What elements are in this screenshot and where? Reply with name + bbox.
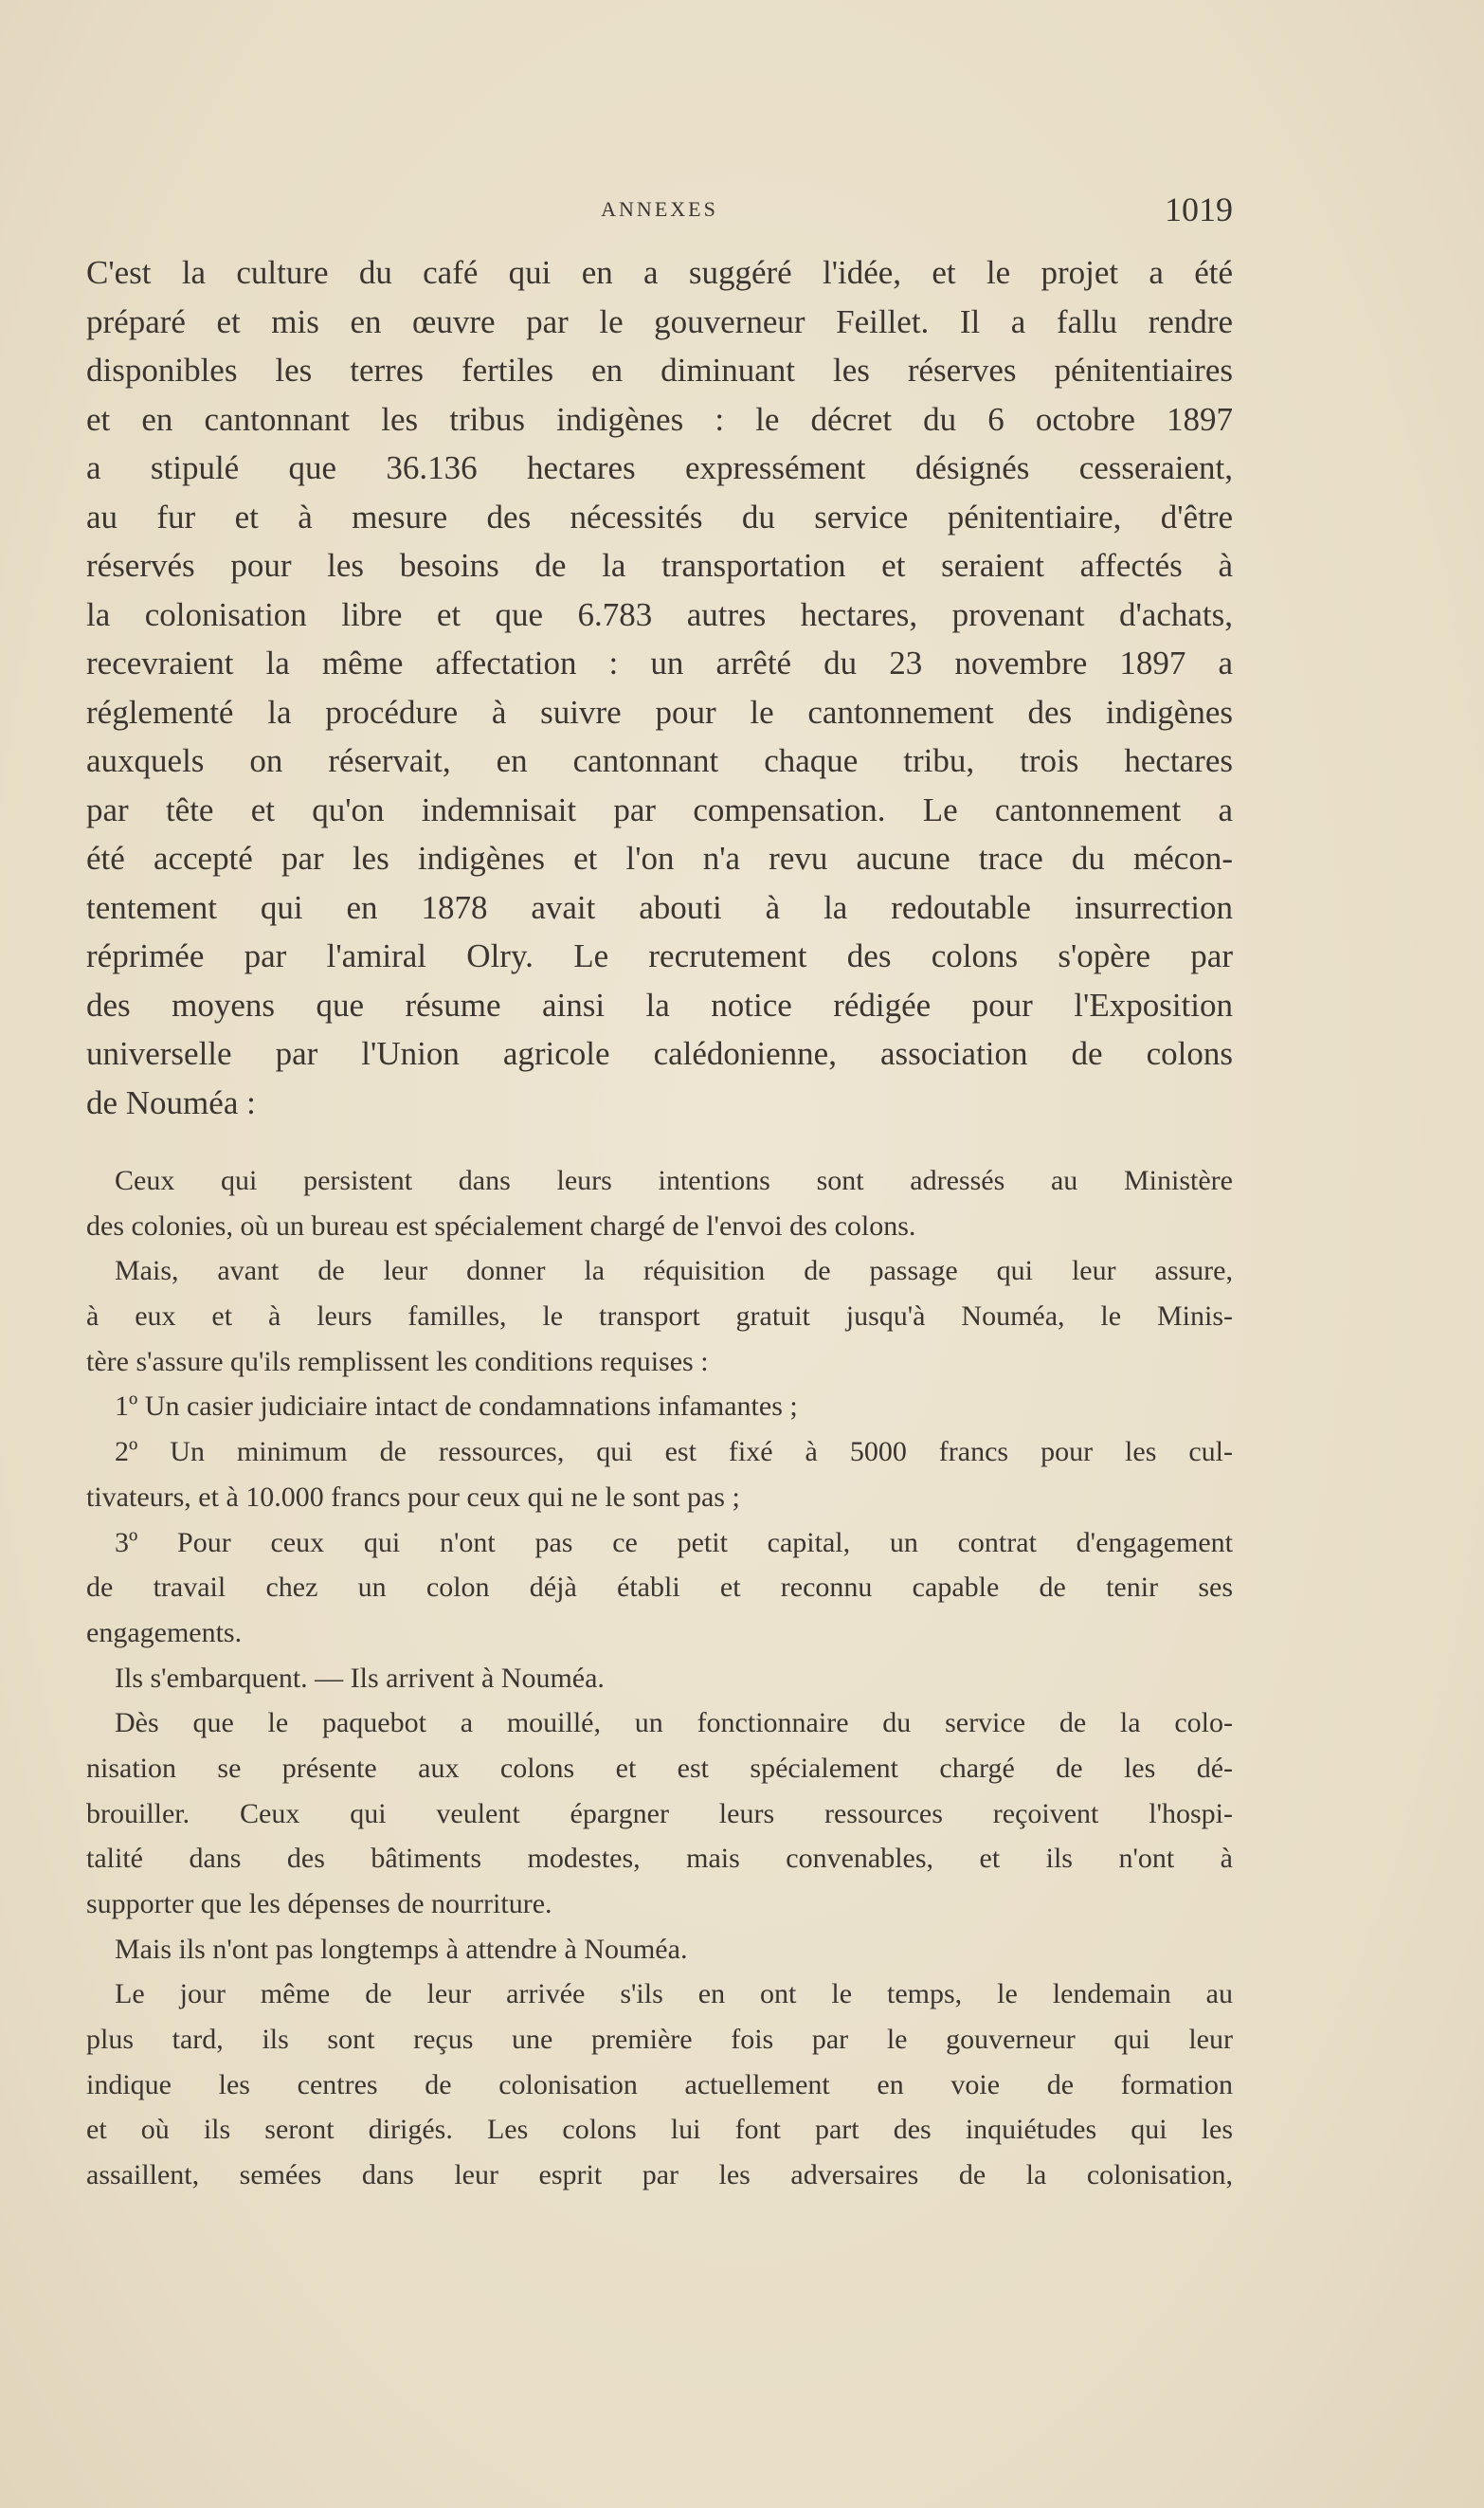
- text-line: tivateurs, et à 10.000 francs pour ceux qui ne le sont pas ;: [86, 1481, 740, 1513]
- text-line: brouiller. Ceux qui veulent épargner leurs ressources reçoivent l'hospi-: [86, 1797, 1233, 1829]
- text-line: et en cantonnant les tribus indigènes : le décret du 6 octobre 1897: [86, 400, 1233, 438]
- text-line: au fur et à mesure des nécessités du service pénitentiaire, d'être: [86, 498, 1233, 536]
- text-line: nisation se présente aux colons et est spécialement chargé de les dé-: [86, 1752, 1233, 1784]
- page-header: [86, 190, 1233, 227]
- text-line: préparé et mis en œuvre par le gouverneur Feillet. Il a fallu rendre: [86, 302, 1233, 340]
- main-text: [86, 248, 1233, 1127]
- text-line: 2º Un minimum de ressources, qui est fixé à 5000 francs pour les cul-: [115, 1436, 1233, 1468]
- text-line: recevraient la même affectation : un arrêté du 23 novembre 1897 a: [86, 645, 1233, 682]
- text-line: a stipulé que 36.136 hectares expressément désignés cesseraient,: [86, 449, 1233, 486]
- text-line: auxquels on réservait, en cantonnant chaque tribu, trois hectares: [86, 742, 1233, 779]
- text-line: par tête et qu'on indemnisait par compensation. Le cantonnement a: [86, 791, 1233, 828]
- text-line: et où ils seront dirigés. Les colons lui font part des inquiétudes qui les: [86, 2114, 1233, 2146]
- running-title: ANNEXES: [601, 197, 718, 221]
- text-line: réservés pour les besoins de la transportation et seraient affectés à: [86, 547, 1233, 584]
- text-line: supporter que les dépenses de nourriture.: [86, 1888, 552, 1919]
- text-line: assaillent, semées dans leur esprit par les adversaires de la colonisation,: [86, 2159, 1233, 2191]
- text-line: 1º Un casier judiciaire intact de condamnations infamantes ;: [115, 1390, 798, 1423]
- text-line: talité dans des bâtiments modestes, mais convenables, et ils n'ont à: [86, 1843, 1233, 1875]
- text-line: indique les centres de colonisation actuellement en voie de formation: [86, 2068, 1233, 2100]
- text-line: Ceux qui persistent dans leurs intentions sont adressés au Ministère: [115, 1165, 1233, 1196]
- text-line: de travail chez un colon déjà établi et reconnu capable de tenir ses: [86, 1572, 1233, 1604]
- page-number: 1019: [1165, 191, 1233, 228]
- text-line: des colonies, où un bureau est spécialement chargé de l'envoi des colons.: [86, 1209, 916, 1242]
- quoted-notice: [86, 1158, 1233, 2198]
- text-line: réglementé la procédure à suivre pour le cantonnement des indigènes: [86, 693, 1233, 731]
- text-line: Dès que le paquebot a mouillé, un fonctionnaire du service de la colo-: [115, 1707, 1233, 1739]
- text-line: Mais ils n'ont pas longtemps à attendre à Nouméa.: [115, 1933, 688, 1965]
- text-line: Ils s'embarquent. — Ils arrivent à Nouméa.: [115, 1662, 605, 1694]
- text-line: plus tard, ils sont reçus une première fois par le gouverneur qui leur: [86, 2024, 1233, 2056]
- text-line: des moyens que résume ainsi la notice rédigée pour l'Exposition: [86, 986, 1233, 1024]
- text-line: universelle par l'Union agricole calédonienne, association de colons: [86, 1035, 1233, 1072]
- text-line: réprimée par l'amiral Olry. Le recrutement des colons s'opère par: [86, 937, 1233, 974]
- text-line: tère s'assure qu'ils remplissent les conditions requises :: [86, 1345, 709, 1377]
- text-line: été accepté par les indigènes et l'on n'a revu aucune trace du mécon-: [86, 840, 1233, 877]
- text-line: 3º Pour ceux qui n'ont pas ce petit capital, un contrat d'engagement: [115, 1526, 1233, 1558]
- text-line: C'est la culture du café qui en a suggéré l'idée, et le projet a été: [86, 254, 1233, 291]
- text-line: disponibles les terres fertiles en diminuant les réserves pénitentiaires: [86, 352, 1233, 389]
- text-line: tentement qui en 1878 avait abouti à la redoutable insurrection: [86, 888, 1233, 926]
- text-line: à eux et à leurs familles, le transport gratuit jusqu'à Nouméa, le Minis-: [86, 1300, 1233, 1333]
- text-line: Mais, avant de leur donner la réquisition de passage qui leur assure,: [115, 1255, 1233, 1287]
- text-line: de Nouméa :: [86, 1083, 256, 1121]
- text-line: la colonisation libre et que 6.783 autres hectares, provenant d'achats,: [86, 595, 1233, 633]
- text-line: engagements.: [86, 1616, 243, 1648]
- text-line: Le jour même de leur arrivée s'ils en ont le temps, le lendemain au: [115, 1978, 1233, 2010]
